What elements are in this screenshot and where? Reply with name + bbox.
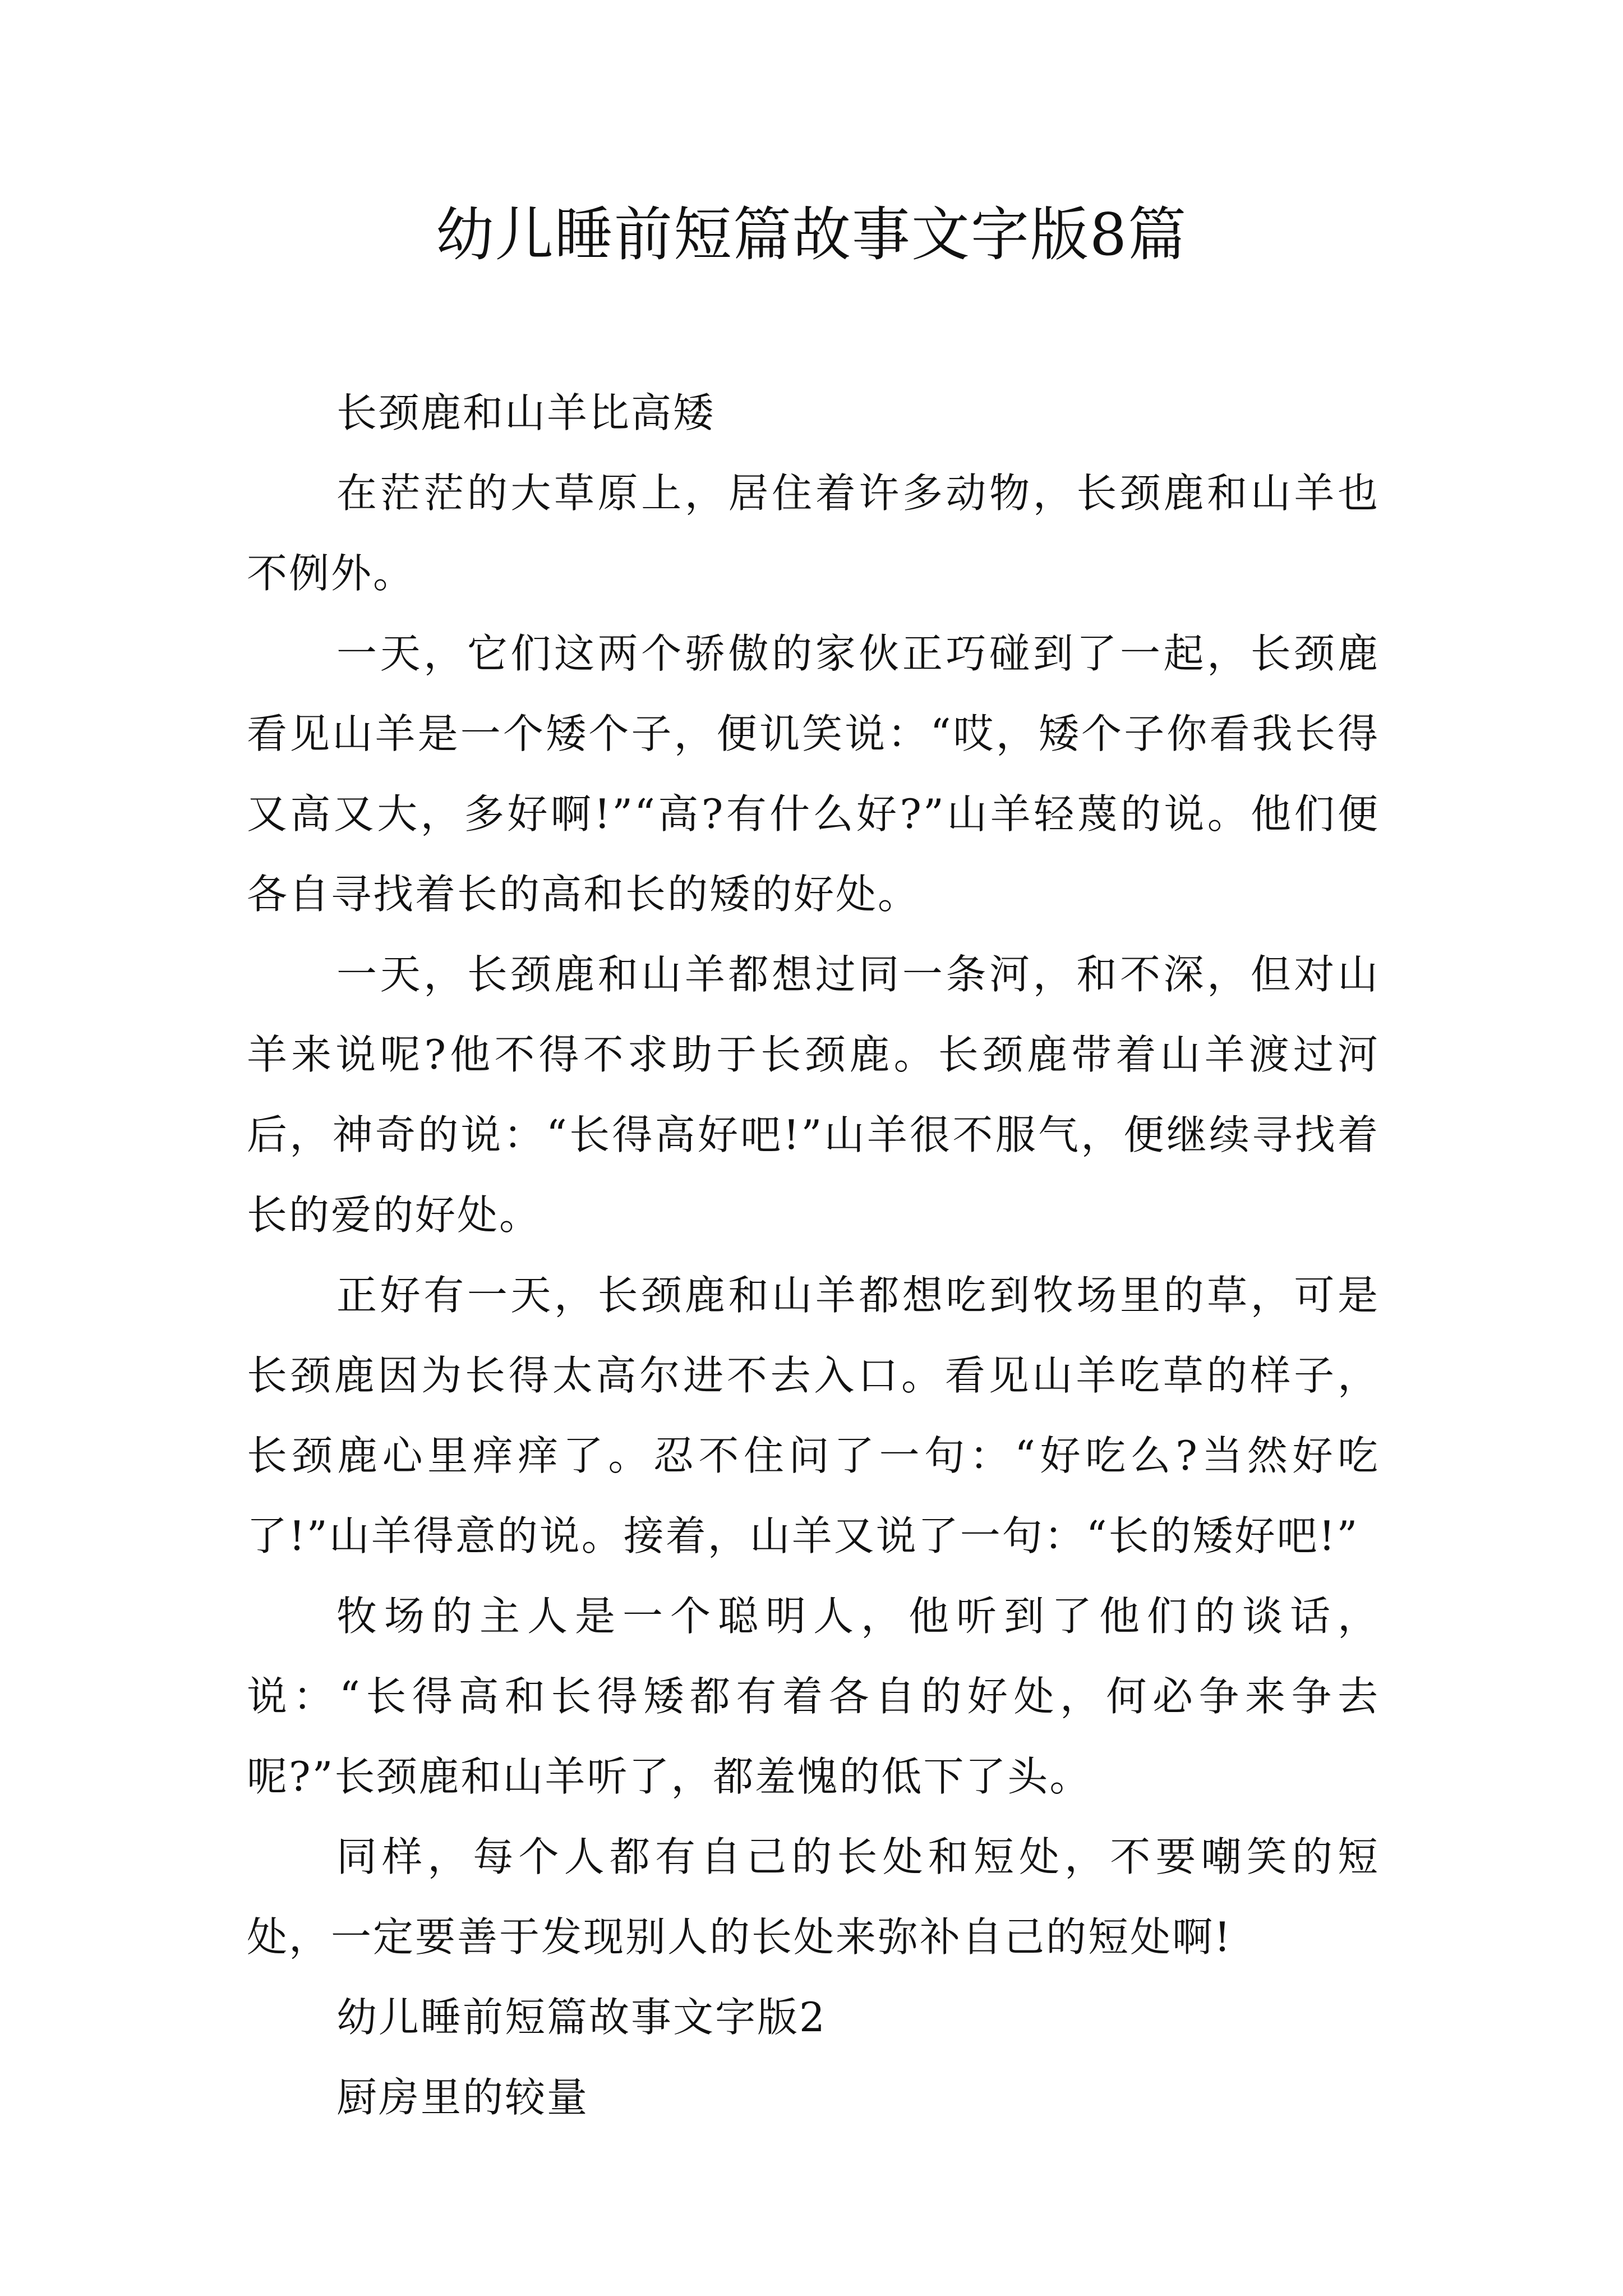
document-body [247,373,1380,2138]
document-title: 幼儿睡前短篇故事文字版8篇 [435,200,1188,269]
paragraph: 牧场的主人是一个聪明人，他听到了他们的谈话，说：“长得高和长得矮都有着各自的好处，何必争来争去呢?”长颈鹿和山羊听了，都羞愧的低下了头。 [247,1593,1380,1800]
paragraph: 在茫茫的大草原上，居住着许多动物，长颈鹿和山羊也不例外。 [247,470,1380,597]
paragraph: 一天，长颈鹿和山羊都想过同一条河，和不深，但对山羊来说呢?他不得不求助于长颈鹿。长颈鹿带着山羊渡过河后，神奇的说：“长得高好吧!”山羊很不服气，便继续寻找着长的爱的好处。 [247,951,1380,1239]
paragraph: 同样，每个人都有自己的长处和短处，不要嘲笑的短处，一定要善于发现别人的长处来弥补自己的短处啊! [247,1833,1380,1961]
paragraph: 一天，它们这两个骄傲的家伙正巧碰到了一起，长颈鹿看见山羊是一个矮个子，便讥笑说：“哎，矮个子你看我长得又高又大，多好啊!”“高?有什么好?”山羊轻蔑的说。他们便各自寻找着长的高和长的矮的好处。 [247,630,1380,918]
story-heading: 厨房里的较量 [336,2074,589,2121]
story-heading: 长颈鹿和山羊比高矮 [336,389,716,436]
paragraph: 正好有一天，长颈鹿和山羊都想吃到牧场里的草，可是长颈鹿因为长得太高尔进不去入口。看见山羊吃草的样子，长颈鹿心里痒痒了。忍不住问了一句：“好吃么?当然好吃了!”山羊得意的说。接着，山羊又说了一句：“长的矮好吧!” [247,1272,1380,1559]
section-heading: 幼儿睡前短篇故事文字版2 [336,1994,827,2041]
